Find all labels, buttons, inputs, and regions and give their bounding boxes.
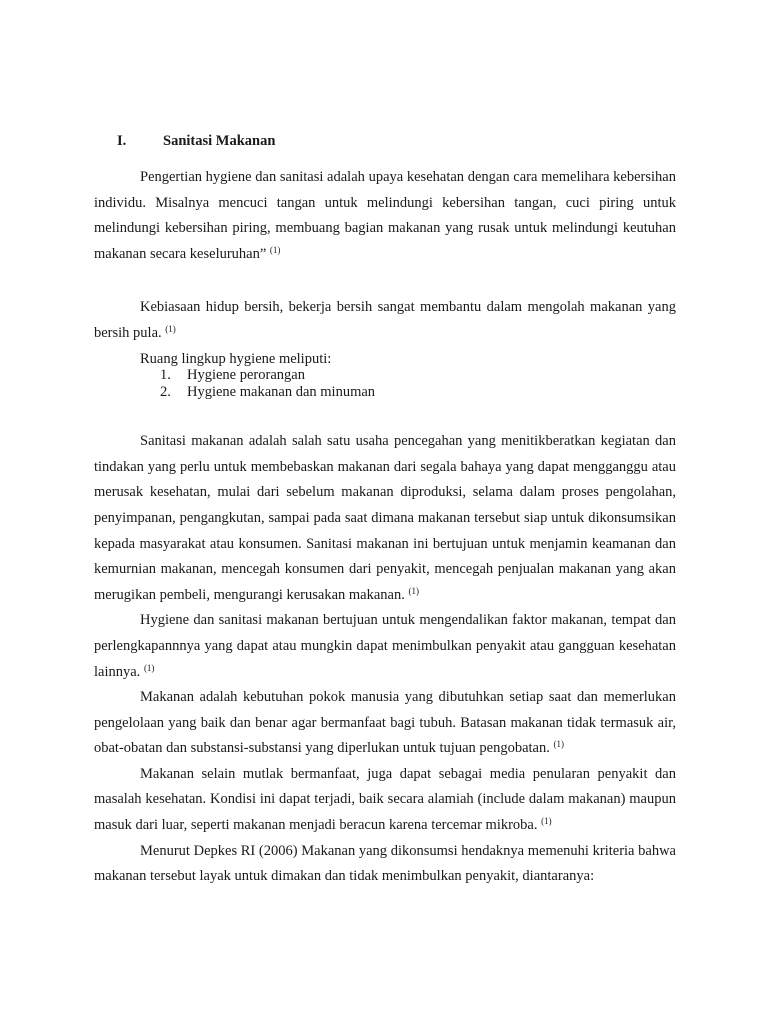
citation-marker: (1) — [541, 816, 552, 827]
section-number: I. — [117, 133, 127, 149]
hygiene-scope-list — [94, 367, 676, 401]
paragraph-depkes-criteria: Menurut Depkes RI (2006) Makanan yang dikonsumsi hendaknya memenuhi kriteria bahwa makanan tersebut layak untuk dimakan dan tidak menimbulkan penyakit, diantaranya: — [94, 842, 676, 885]
paragraph-hygiene-definition: Pengertian hygiene dan sanitasi adalah upaya kesehatan dengan cara memelihara kebersihan individu. Misalnya mencuci tangan untuk melindungi kebersihan tangan, cuci piring untuk melindungi kebersihan piring, membuang bagian makanan yang rusak untuk melindungi keutuhan makanan secara keseluruhan” $^{(1)}$ — [94, 169, 676, 262]
citation-marker: (1) — [408, 585, 419, 596]
section-title: Sanitasi Makanan — [163, 133, 276, 149]
citation-marker: (1) — [269, 244, 281, 255]
paragraph-disease-media: Makanan selain mutlak bermanfaat, juga dapat sebagai media penularan penyakit dan masalah kesehatan. Kondisi ini dapat terjadi, baik secara alamiah (include dalam makanan) maupun masuk dari luar, seperti makanan menjadi beracun karena tercemar mikroba. $^{(1)}$ — [94, 765, 676, 834]
paragraph-food-need: Makanan adalah kebutuhan pokok manusia yang dibutuhkan setiap saat dan memerlukan pengelolaan yang baik dan benar agar bermanfaat bagi tubuh. Batasan makanan tidak termasuk air, obat-obatan dan substansi-substansi yang diperlukan untuk tujuan pengobatan. $^{(1)}$ — [94, 689, 676, 757]
paragraph-hygiene-scope: Ruang lingkup hygiene meliputi: — [140, 350, 332, 367]
paragraph-food-sanitation: Sanitasi makanan adalah salah satu usaha pencegahan yang menitikberatkan kegiatan dan tindakan yang perlu untuk membebaskan makanan dari segala bahaya yang dapat mengganggu atau merusak kesehatan, mulai dari sebelum makanan diproduksi, selama dalam proses pengolahan, penyimpanan, pengangkutan, sampai pada saat dimana makanan tersebut siap untuk dikonsumsikan kepada masyarakat atau konsumen. Sanitasi makanan ini bertujuan untuk menjamin keamanan dan kemurnian makanan, mencegah konsumen dari penyakit, mencegah penjualan makanan yang akan merugikan pembeli, mengurangi kerusakan makanan. $^{(1)}$ — [94, 433, 676, 603]
paragraph-clean-habits: Kebiasaan hidup bersih, bekerja bersih sangat membantu dalam mengolah makanan yang bersih pula. $^{(1)}$ — [94, 299, 676, 341]
citation-marker: (1) — [143, 662, 155, 673]
citation-marker: (1) — [165, 323, 176, 334]
section-heading — [117, 133, 275, 150]
citation-marker: (1) — [553, 739, 564, 750]
document-body — [94, 165, 676, 890]
paragraph-sanitation-purpose: Hygiene dan sanitasi makanan bertujuan untuk mengendalikan faktor makanan, tempat dan perlengkapannnya yang dapat atau mungkin dapat menimbulkan penyakit atau gangguan kesehatan lainnya. $^{(1)}$ — [94, 612, 676, 680]
list-item: 2. Hygiene makanan dan minuman — [160, 384, 376, 401]
list-item: 1. Hygiene perorangan — [160, 367, 305, 384]
